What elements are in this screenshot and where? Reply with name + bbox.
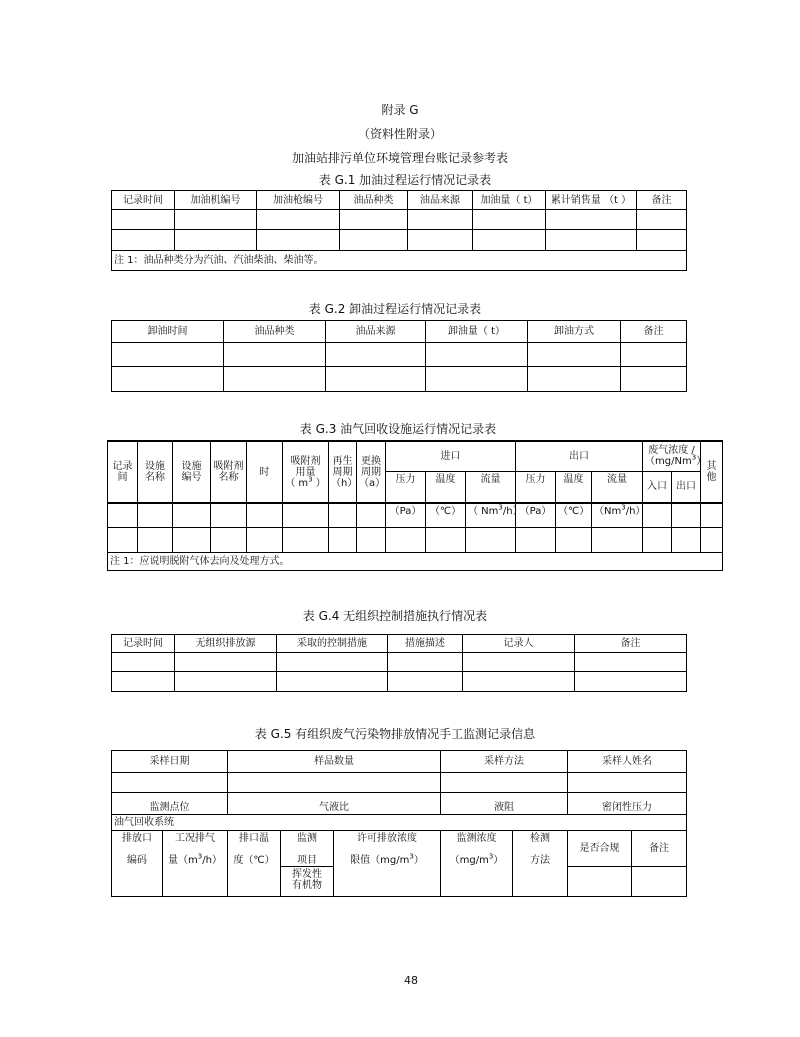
table-row xyxy=(108,503,723,527)
g3-conc-sub-header: 出口 xyxy=(672,471,701,503)
g3-unit: （℃） xyxy=(426,503,466,527)
g3-regen-cycle-header: 再生 周期 （h） xyxy=(329,441,357,503)
table-g4 xyxy=(111,634,687,692)
g3-unit: （Pa） xyxy=(516,503,556,527)
table-note: 注 1：应说明脱附气体去向及处理方式。 xyxy=(108,552,723,570)
g3-conc-header: 废气浓度 / （mg/Nm$^3$） xyxy=(643,441,701,471)
appendix-heading: 加油站排污单位环境管理台账记录参考表 xyxy=(291,151,509,165)
g5-limit-header: 许可排放浓度 限值$(mg/m^3)$ xyxy=(334,831,441,897)
g5-system-row: 油气回收系统 xyxy=(112,815,687,831)
table-header-cell: 气液比 xyxy=(228,793,441,815)
table-header-cell: 记录时间 xyxy=(112,635,175,653)
table-header-cell: 备注 xyxy=(637,191,687,210)
table-header-cell: 累计销售量 （t ） xyxy=(546,191,637,210)
g3-facility-name-header: 设施 名称 xyxy=(138,441,173,503)
table-header-cell: 油品来源 xyxy=(408,191,473,210)
table-header-cell: 卸油方式 xyxy=(528,321,621,343)
table-header-cell: 采样日期 xyxy=(112,751,228,773)
g5-conc-header: 监测浓度 $(mg/m^3)$ xyxy=(441,831,513,897)
g3-unit: （Pa） xyxy=(386,503,426,527)
table-header-cell: 措施描述 xyxy=(388,635,463,653)
table-header-cell: 采样人姓名 xyxy=(568,751,687,773)
g5-voc-cell: 挥发性 有机物 xyxy=(281,867,334,897)
table-row xyxy=(112,672,687,692)
g5-temp-header: 排口温 度（℃） xyxy=(228,831,281,897)
table-g2 xyxy=(111,320,687,392)
table-header-cell: 卸油时间 xyxy=(112,321,224,343)
g3-facility-code-header: 设施 编号 xyxy=(173,441,211,503)
g3-inlet-header: 进口 xyxy=(386,441,516,471)
g3-sub-header: 流量 xyxy=(466,471,516,503)
table-g2-caption: 表 G.2 卸油过程运行情况记录表 xyxy=(308,302,482,316)
table-header-cell: 加油枪编号 xyxy=(257,191,340,210)
table-header-cell: 卸油量（ t） xyxy=(426,321,528,343)
table-note: 注 1：油品种类分为汽油、汽油柴油、柴油等。 xyxy=(112,251,687,271)
g3-sub-header: 压力 xyxy=(516,471,556,503)
table-g1-caption: 表 G.1 加油过程运行情况记录表 xyxy=(318,173,492,187)
table-header-cell: 加油机编号 xyxy=(175,191,257,210)
g3-adsorbent-name-header: 吸附剂 名称 xyxy=(211,441,247,503)
g5-method-header: 检测 方法 xyxy=(513,831,568,897)
g3-replace-cycle-header: 更换 周期 （a） xyxy=(357,441,386,503)
g5-flow-header: 工况排气 量$(m^3/h)$ xyxy=(163,831,228,897)
g3-sub-header: 压力 xyxy=(386,471,426,503)
table-g3-caption: 表 G.3 油气回收设施运行情况记录表 xyxy=(299,422,497,436)
g3-record-time-header: 记录 间 xyxy=(108,441,138,503)
table-header-cell: 采样方法 xyxy=(441,751,568,773)
g3-sub-header: 温度 xyxy=(426,471,466,503)
table-g5-caption: 表 G.5 有组织废气污染物排放情况手工监测记录信息 xyxy=(254,727,536,741)
table-header-cell: 备注 xyxy=(621,321,687,343)
table-header-cell: 备注 xyxy=(575,635,687,653)
table-row xyxy=(112,343,687,367)
table-header-cell: 记录时间 xyxy=(112,191,175,210)
g5-remark-header: 备注 xyxy=(632,831,687,867)
table-row xyxy=(112,210,687,230)
page-number: 48 xyxy=(404,974,418,987)
table-row xyxy=(112,230,687,251)
table-header-cell: 样品数量 xyxy=(228,751,441,773)
g3-unit: （ Nm$^3$/h） xyxy=(466,503,516,527)
g3-time-header: 时 xyxy=(247,441,283,503)
g5-item-header: 监测 项目 xyxy=(281,831,334,867)
table-header-cell: 监测点位 xyxy=(112,793,228,815)
g5-compliance-header: 是否合规 xyxy=(568,831,632,867)
table-header-cell: 采取的控制措施 xyxy=(277,635,388,653)
g3-conc-sub-header: 入口 xyxy=(643,471,672,503)
table-g4-caption: 表 G.4 无组织控制措施执行情况表 xyxy=(302,609,488,623)
g5-port-header: 排放口 编码 xyxy=(112,831,163,897)
g3-unit: （Nm$^3$/h） xyxy=(592,503,643,527)
g3-sub-header: 流量 xyxy=(592,471,643,503)
table-g3 xyxy=(107,440,723,571)
g3-unit: （℃） xyxy=(556,503,592,527)
table-header-cell: 油品种类 xyxy=(224,321,326,343)
appendix-subtitle: （资料性附录） xyxy=(357,127,443,141)
table-header-cell: 液阻 xyxy=(441,793,568,815)
table-row xyxy=(108,527,723,552)
g3-other-header: 其 他 xyxy=(701,441,723,503)
g3-outlet-header: 出口 xyxy=(516,441,643,471)
table-header-cell: 密闭性压力 xyxy=(568,793,687,815)
table-header-cell: 加油量（ t） xyxy=(473,191,546,210)
table-g1 xyxy=(111,190,687,271)
g3-adsorbent-amount-header: 吸附剂 用量 （ $m^3$ ） xyxy=(283,441,329,503)
table-header-cell: 油品来源 xyxy=(326,321,426,343)
table-row xyxy=(112,773,687,793)
table-header-cell: 油品种类 xyxy=(340,191,408,210)
appendix-title: 附录 G xyxy=(381,103,419,117)
table-row xyxy=(112,367,687,392)
g3-sub-header: 温度 xyxy=(556,471,592,503)
table-row xyxy=(112,653,687,672)
table-header-cell: 记录人 xyxy=(463,635,575,653)
table-header-cell: 无组织排放源 xyxy=(175,635,277,653)
table-g5 xyxy=(111,750,687,897)
